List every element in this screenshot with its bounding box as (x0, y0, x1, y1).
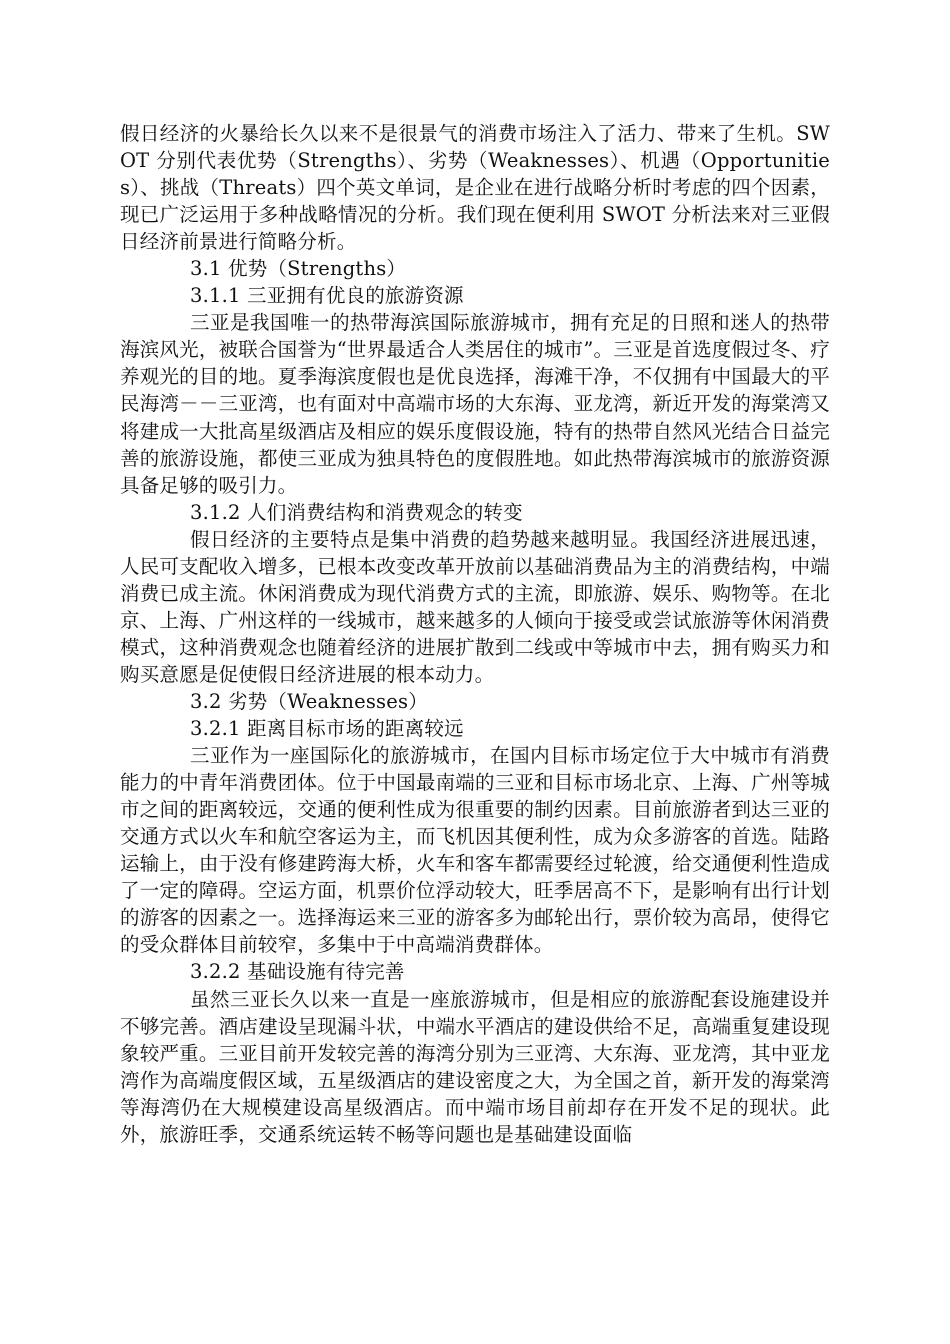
section-heading-3-1: 3.1 优势（Strengths） (190, 257, 407, 281)
paragraph-3-1-2: 假日经济的主要特点是集中消费的趋势越来越明显。我国经济进展迅速，人民可支配收入增多，已根本改变改革开放前以基础消费品为主的消费结构，中端消费已成主流。休闲消费成为现代消费方式的主流，即旅游、娱乐、购物等。在北京、上海、广州这样的一线城市，越来越多的人倾向于接受或尝试旅游等休闲消费模式，这种消费观念也随着经济的进展扩散到二线或中等城市中去，拥有购买力和购买意愿是促使假日经济进展的根本动力。 (120, 527, 830, 686)
intro-paragraph: 假日经济的火暴给长久以来不是很景气的消费市场注入了活力、带来了生机。SWOT 分别代表优势（Strengths）、劣势（Weaknesses）、机遇（Opportunities）、挑战（Threats）四个英文单词，是企业在进行战略分析时考虑的四个因素，现已广泛运用于多种战略情况的分析。我们现在便利用 SWOT 分析法来对三亚假日经济前景进行简略分析。 (120, 122, 830, 254)
subsection-heading-3-2-1: 3.2.1 距离目标市场的距离较远 (190, 717, 464, 741)
subsection-heading-3-1-1: 3.1.1 三亚拥有优良的旅游资源 (190, 284, 464, 308)
subsection-heading-3-2-2: 3.2.2 基础设施有待完善 (190, 960, 405, 984)
paragraph-3-2-2: 虽然三亚长久以来一直是一座旅游城市，但是相应的旅游配套设施建设并不够完善。酒店建设呈现漏斗状，中端水平酒店的建设供给不足，高端重复建设现象较严重。三亚目前开发较完善的海湾分别为三亚湾、大东海、亚龙湾，其中亚龙湾作为高端度假区域，五星级酒店的建设密度之大，为全国之首，新开发的海棠湾等海湾仍在大规模建设高星级酒店。而中端市场目前却存在开发不足的现状。此外，旅游旺季，交通系统运转不畅等问题也是基础建设面临 (120, 987, 830, 1146)
paragraph-3-2-1: 三亚作为一座国际化的旅游城市，在国内目标市场定位于大中城市有消费能力的中青年消费团体。位于中国最南端的三亚和目标市场北京、上海、广州等城市之间的距离较远，交通的便利性成为很重要的制约因素。目前旅游者到达三亚的交通方式以火车和航空客运为主，而飞机因其便利性，成为众多游客的首选。陆路运输上，由于没有修建跨海大桥，火车和客车都需要经过轮渡，给交通便利性造成了一定的障碍。空运方面，机票价位浮动较大，旺季居高不下，是影响有出行计划的游客的因素之一。选择海运来三亚的游客多为邮轮出行，票价较为高昂，使得它的受众群体目前较窄，多集中于中高端消费群体。 (120, 744, 830, 957)
subsection-heading-3-1-2: 3.1.2 人们消费结构和消费观念的转变 (190, 500, 523, 524)
section-heading-3-2: 3.2 劣势（Weaknesses） (190, 689, 428, 713)
paragraph-3-1-1: 三亚是我国唯一的热带海滨国际旅游城市，拥有充足的日照和迷人的热带海滨风光，被联合国誉为“世界最适合人类居住的城市”。三亚是首选度假过冬、疗养观光的目的地。夏季海滨度假也是优良选择，海滩干净，不仅拥有中国最大的平民海湾－－三亚湾，也有面对中高端市场的大东海、亚龙湾，新近开发的海棠湾又将建成一大批高星级酒店及相应的娱乐度假设施，特有的热带自然风光结合日益完善的旅游设施，都使三亚成为独具特色的度假胜地。如此热带海滨城市的旅游资源具备足够的吸引力。 (120, 311, 830, 497)
document-body (120, 120, 830, 1148)
